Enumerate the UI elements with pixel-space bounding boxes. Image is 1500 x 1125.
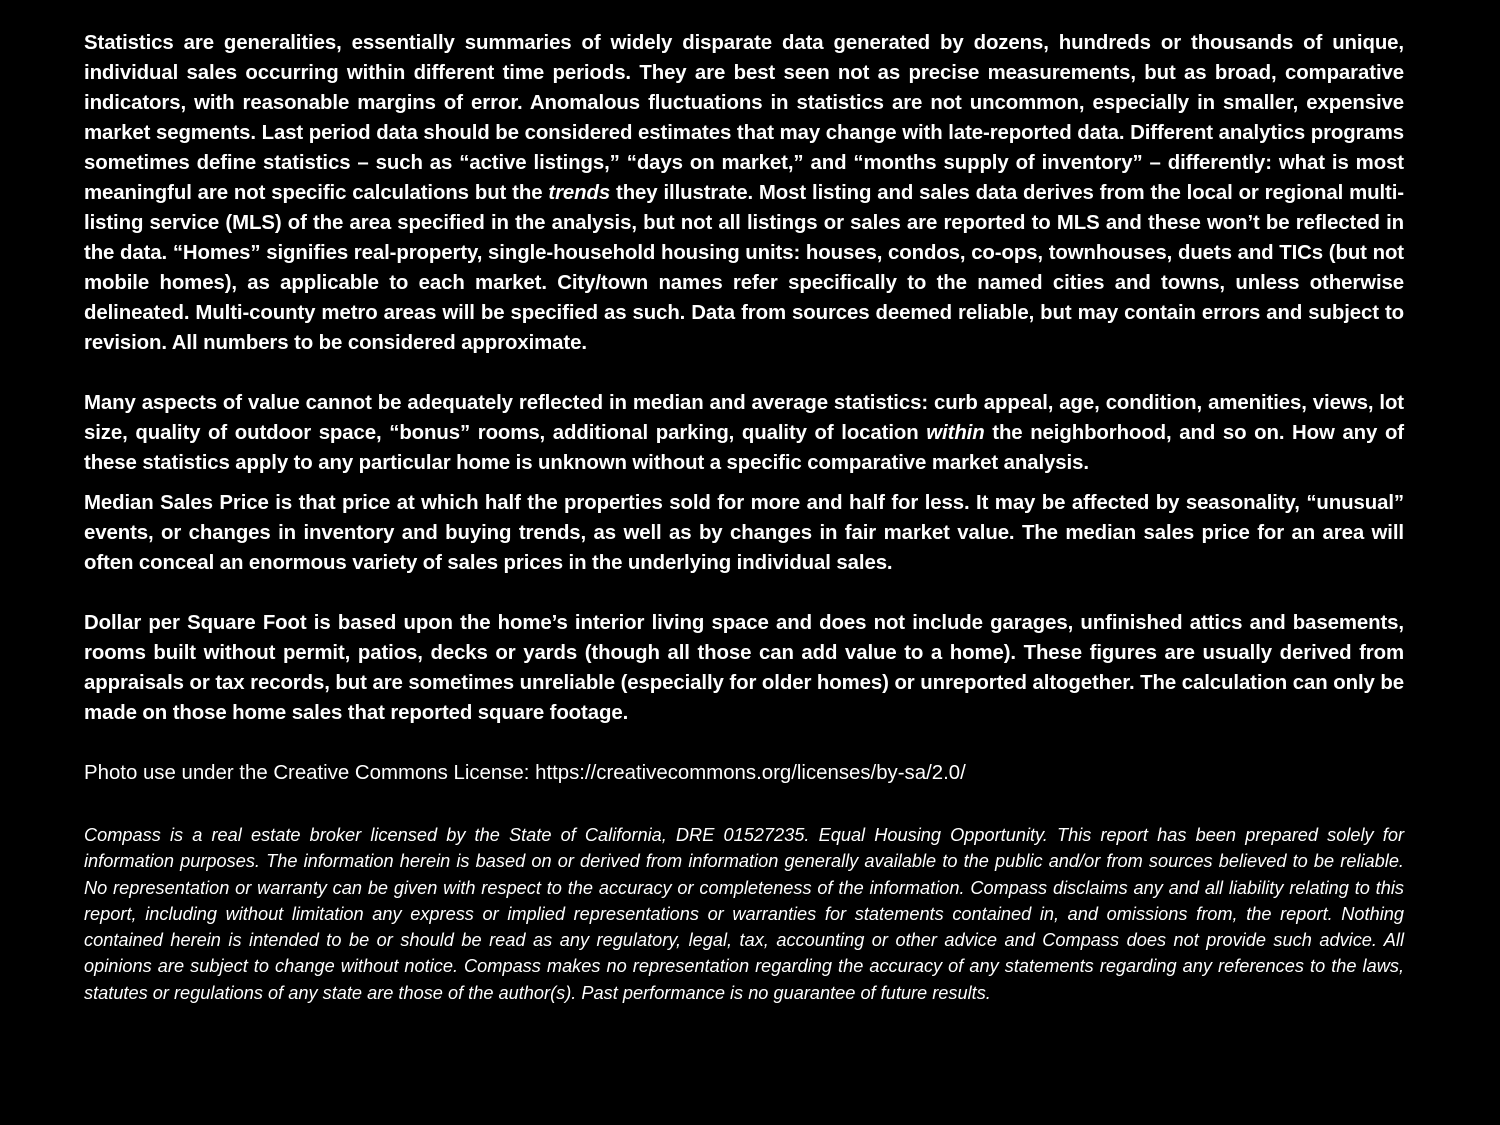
statistics-emphasis: trends xyxy=(548,182,611,204)
document-page xyxy=(84,28,1404,1006)
aspects-text-part2: the neighborhood, and so on. How any of these statistics apply to any particular home is unknown without a specific comparative market analysis. xyxy=(84,422,1404,474)
aspects-of-value-paragraph xyxy=(84,388,1404,478)
dollar-per-square-foot-paragraph: Dollar per Square Foot is based upon the home’s interior living space and does not include garages, unfinished attics and basements, rooms built without permit, patios, decks or yards (though all those can add value to a home). These figures are usually derived from appraisals or tax records, but are sometimes unreliable (especially for older homes) or unreported altogether. The calculation can only be made on those home sales that reported square footage. xyxy=(84,612,1404,724)
legal-disclaimer: Compass is a real estate broker licensed by the State of California, DRE 01527235. Equal Housing Opportunity. This report has been prepared solely for information purposes. The information herein is based on or derived from information generally available to the public and/or from sources believed to be reliable. No representation or warranty can be given with respect to the accuracy or completeness of the information. Compass disclaims any and all liability relating to this report, including without limitation any express or implied representations or warranties for statements contained in, and omissions from, the report. Nothing contained herein is intended to be or should be read as any regulatory, legal, tax, accounting or other advice and Compass does not provide such advice. All opinions are subject to change without notice. Compass makes no representation regarding the accuracy of any statements regarding any references to the laws, statutes or regulations of any state are those of the author(s). Past performance is no guarantee of future results. xyxy=(84,825,1404,1003)
median-sales-price-paragraph: Median Sales Price is that price at which half the properties sold for more and half for less. It may be affected by seasonality, “unusual” events, or changes in inventory and buying trends, as well as by changes in fair market value. The median sales price for an area will often conceal an enormous variety of sales prices in the underlying individual sales. xyxy=(84,492,1404,574)
photo-credit: Photo use under the Creative Commons License: https://creativecommons.org/licenses/by-sa/2.0/ xyxy=(84,762,966,784)
aspects-emphasis: within xyxy=(926,422,985,444)
aspects-text-part1: Many aspects of value cannot be adequately reflected in median and average statistics: curb appeal, age, condition, amenities, views, lot size, quality of outdoor space, “bonus” rooms, additional parking, quality of location xyxy=(84,392,1404,444)
statistics-text-part1: Statistics are generalities, essentially summaries of widely disparate data generated by dozens, hundreds or thousands of unique, individual sales occurring within different time periods. They are best seen not as precise measurements, but as broad, comparative indicators, with reasonable margins of error. Anomalous fluctuations in statistics are not uncommon, especially in smaller, expensive market segments. Last period data should be considered estimates that may change with late-reported data. Different analytics programs sometimes define statistics – such as “active listings,” “days on market,” and “months supply of inventory” – differently: what is most meaningful are not specific calculations but the xyxy=(84,32,1404,204)
statistics-text-part2: they illustrate. Most listing and sales data derives from the local or regional multi-listing service (MLS) of the area specified in the analysis, but not all listings or sales are reported to MLS and these won’t be reflected in the data. “Homes” signifies real-property, single-household housing units: houses, condos, co-ops, townhouses, duets and TICs (but not mobile homes), as applicable to each market. City/town names refer specifically to the named cities and towns, unless otherwise delineated. Multi-county metro areas will be specified as such. Data from sources deemed reliable, but may contain errors and subject to revision. All numbers to be considered approximate. xyxy=(84,182,1404,354)
statistics-paragraph xyxy=(84,28,1404,358)
